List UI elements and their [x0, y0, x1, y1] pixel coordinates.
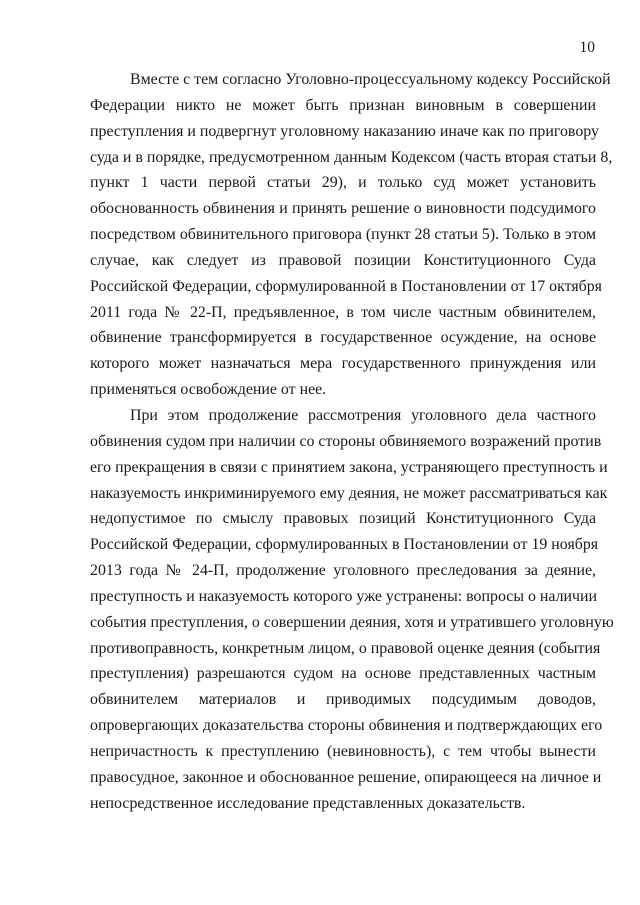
text-line: преступления) разрешаются судом на основе представленных частным	[90, 665, 596, 683]
text-line: случае, как следует из правовой позиции Конституционного Суда	[90, 251, 596, 269]
text-line: 2011 года № 22-П, предъявленное, в том числе частным обвинителем,	[90, 303, 596, 321]
text-line: преступность и наказуемость которого уже устранены: вопросы о наличии	[90, 587, 598, 605]
text-line: пункт 1 части первой статьи 29), и только суд может установить	[90, 174, 596, 192]
text-line: суда и в порядке, предусмотренном данным Кодексом (часть вторая статьи 8,	[90, 148, 613, 166]
text-line: события преступления, о совершении деяния, хотя и утратившего уголовную	[90, 613, 614, 631]
text-line: непричастность к преступлению (невиновность), с тем чтобы вынести	[90, 742, 596, 760]
text-line: преступления и подвергнут уголовному наказанию иначе как по приговору	[90, 122, 599, 140]
paragraph-2	[90, 403, 614, 817]
text-line: обвинения судом при наличии со стороны обвиняемого возражений против	[90, 432, 602, 450]
page-number: 10	[579, 39, 595, 56]
text-line: Вместе с тем согласно Уголовно-процессуальному кодексу Российской	[130, 71, 611, 88]
paragraph-1	[90, 67, 613, 403]
text-line: наказуемость инкриминируемого ему деяния, не может рассматриваться как	[90, 484, 608, 502]
text-line: Российской Федерации, сформулированной в Постановлении от 17 октября	[90, 277, 602, 295]
text-line: непосредственное исследование представленных доказательств.	[90, 794, 526, 812]
text-line: При этом продолжение рассмотрения уголовного дела частного	[130, 406, 596, 424]
text-line: посредством обвинительного приговора (пункт 28 статьи 5). Только в этом	[90, 226, 597, 244]
text-line: недопустимое по смыслу правовых позиций Конституционного Суда	[90, 510, 596, 528]
text-line: применяться освобождение от нее.	[90, 381, 327, 399]
text-line: Федерации никто не может быть признан виновным в совершении	[90, 96, 596, 114]
document-body	[90, 67, 614, 816]
text-line: 2013 года № 24-П, продолжение уголовного преследования за деяние,	[90, 562, 596, 580]
text-line: обвинителем материалов и приводимых подсудимым доводов,	[90, 691, 596, 709]
text-line: обоснованность обвинения и принять решение о виновности подсудимого	[90, 200, 596, 218]
text-line: Российской Федерации, сформулированных в Постановлении от 19 ноября	[90, 536, 599, 554]
text-line: обвинение трансформируется в государственное осуждение, на основе	[90, 329, 596, 347]
text-line: противоправность, конкретным лицом, о правовой оценке деяния (события	[90, 639, 601, 657]
text-line: его прекращения в связи с принятием закона, устраняющего преступность и	[90, 458, 608, 476]
text-line: правосудное, законное и обоснованное решение, опирающееся на личное и	[90, 768, 602, 786]
text-line: опровергающих доказательства стороны обвинения и подтверждающих его	[90, 717, 603, 735]
text-line: которого может назначаться мера государственного принуждения или	[90, 355, 596, 373]
